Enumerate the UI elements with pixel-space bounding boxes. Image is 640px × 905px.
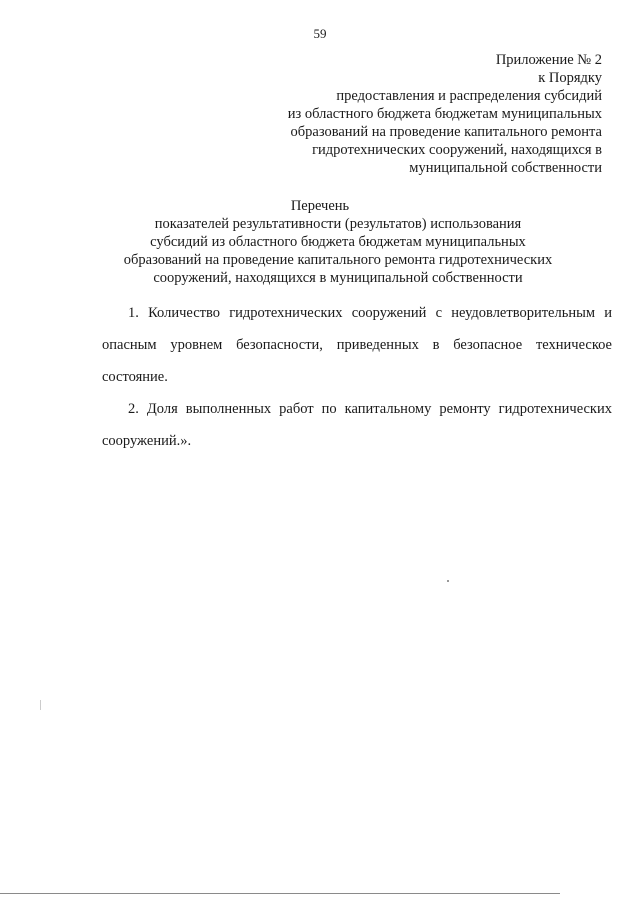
appendix-line: к Порядку: [538, 70, 602, 86]
list-subtitle-line: сооружений, находящихся в муниципальной собственности: [153, 270, 523, 286]
appendix-line: предоставления и распределения субсидий: [336, 88, 602, 104]
indicator-item-1: 1. Количество гидротехнических сооружений с неудовлетворительным и опасным уровнем безопасности, приведенных в безопасное техническое состояние.: [102, 305, 612, 385]
list-subtitle-line: субсидий из областного бюджета бюджетам муниципальных: [150, 234, 526, 250]
bottom-scan-line: [0, 893, 560, 894]
appendix-title: Приложение № 2: [495, 52, 602, 68]
appendix-line: муниципальной собственности: [409, 160, 602, 176]
appendix-line: образований на проведение капитального ремонта: [290, 124, 602, 140]
list-title: Перечень: [290, 198, 350, 214]
page-number: 59: [313, 26, 327, 41]
scan-speck: [40, 700, 41, 710]
list-subtitle-line: образований на проведение капитального ремонта гидротехнических: [123, 252, 553, 268]
list-subtitle-line: показателей результативности (результатов) использования: [154, 216, 522, 232]
list-subtitle: [100, 215, 576, 287]
appendix-line: из областного бюджета бюджетам муниципальных: [287, 106, 602, 122]
scan-speck: [447, 580, 449, 582]
indicator-item-2: 2. Доля выполненных работ по капитальному ремонту гидротехнических сооружений.».: [102, 401, 612, 449]
indicator-list: [102, 297, 612, 457]
appendix-line: гидротехнических сооружений, находящихся в: [312, 142, 602, 158]
appendix-header: [288, 51, 602, 177]
